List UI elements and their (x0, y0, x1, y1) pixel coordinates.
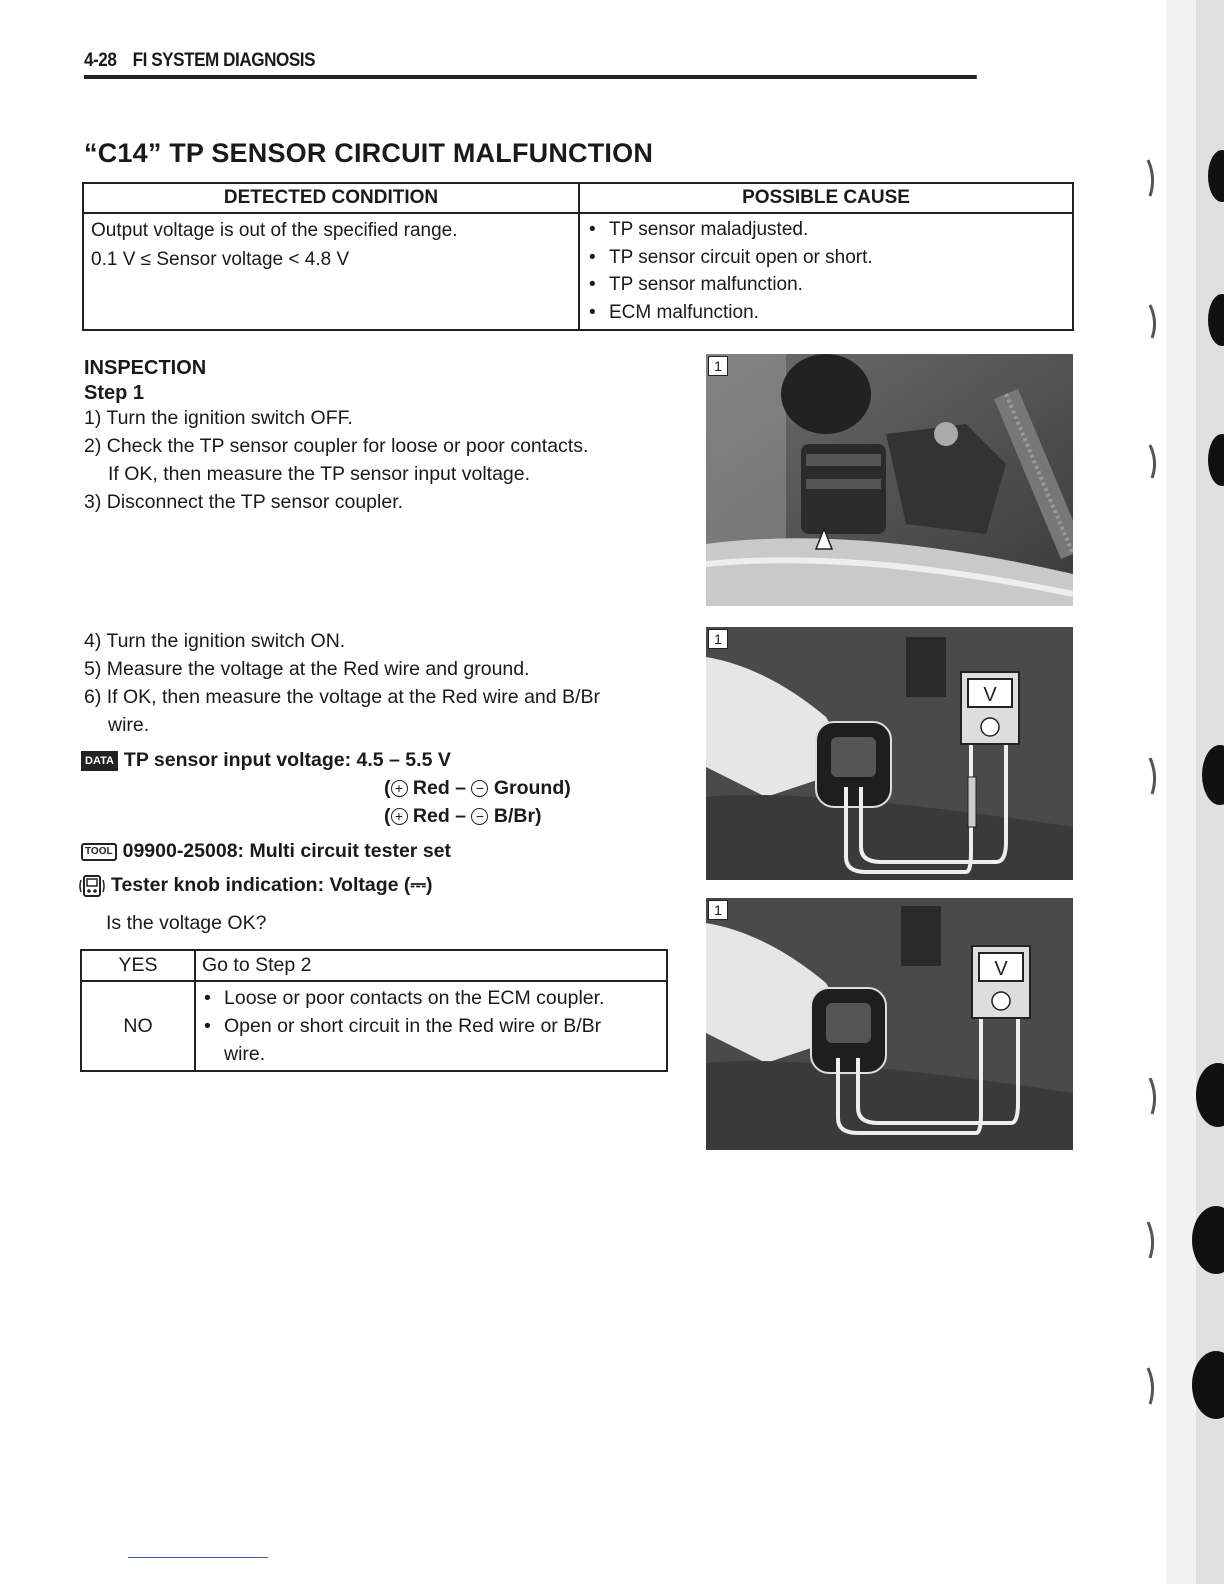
page-title: “C14” TP SENSOR CIRCUIT MALFUNCTION (84, 138, 654, 168)
yes-label: YES (81, 950, 195, 981)
knob-line (79, 874, 432, 898)
condition-text: 0.1 V ≤ Sensor voltage < 4.8 V (91, 249, 350, 270)
step-item: 3) Disconnect the TP sensor coupler. (84, 491, 404, 513)
measure-bbr-photo-image (706, 898, 1073, 1150)
step-item: 6) If OK, then measure the voltage at the Red wire and B/Br (84, 686, 600, 708)
question: Is the voltage OK? (106, 912, 267, 934)
minus-icon: − (471, 808, 488, 825)
no-item: • Open or short circuit in the Red wire or B/Br (202, 1012, 660, 1040)
photo-label: 1 (708, 629, 728, 649)
minus-icon: − (471, 780, 488, 797)
tool-icon: TOOL (81, 843, 117, 861)
page-header (84, 50, 977, 79)
spec-label: TP sensor input voltage: 4.5 – 5.5 V (123, 749, 451, 771)
meter-label: V (983, 684, 997, 706)
tp-sensor-photo-image (706, 354, 1073, 606)
step-item: 2) Check the TP sensor coupler for loose or poor contacts. (84, 435, 589, 457)
plus-icon: + (391, 780, 408, 797)
step-item: 1) Turn the ignition switch OFF. (84, 407, 353, 429)
step-item: If OK, then measure the TP sensor input voltage. (108, 463, 531, 485)
step-heading: Step 1 (84, 382, 145, 404)
cause-item: • TP sensor circuit open or short. (587, 244, 1065, 272)
inspection-heading: INSPECTION (84, 357, 207, 379)
cause-item: • TP sensor maladjusted. (587, 216, 1065, 244)
spec-polarity-2: ( + Red – − B/Br) (384, 805, 542, 827)
spec-line (81, 749, 451, 772)
possible-cause-header: POSSIBLE CAUSE (579, 183, 1073, 213)
measure-ground-photo-image (706, 627, 1073, 880)
photo-label: 1 (708, 356, 728, 376)
step-item: wire. (108, 714, 150, 736)
yes-text: Go to Step 2 (195, 950, 667, 981)
condition-text: Output voltage is out of the specified range. (91, 220, 458, 241)
photo-tp-sensor (706, 354, 1073, 606)
photo-label: 1 (708, 900, 728, 920)
no-cell (195, 981, 667, 1071)
meter-label: V (994, 958, 1008, 980)
no-label: NO (81, 981, 195, 1071)
no-item-cont: wire. (224, 1043, 266, 1065)
tool-line (81, 840, 451, 863)
cause-item: • TP sensor malfunction. (587, 271, 1065, 299)
page-number: 4-28 (84, 50, 117, 71)
spec-polarity-1: ( + Red – − Ground) (384, 777, 571, 799)
knob-text: Tester knob indication: Voltage (⎓) (111, 874, 433, 897)
condition-table (82, 182, 1074, 331)
steps-list-b (84, 627, 600, 739)
section-title: FI SYSTEM DIAGNOSIS (132, 50, 316, 71)
detected-condition-header: DETECTED CONDITION (83, 183, 579, 213)
data-icon: DATA (81, 751, 118, 771)
detected-condition-cell (83, 213, 579, 330)
binder-edge (1136, 0, 1224, 1584)
plus-icon: + (391, 808, 408, 825)
tester-knob-icon (79, 874, 105, 898)
answer-table (80, 949, 668, 1072)
tool-text: 09900-25008: Multi circuit tester set (122, 840, 451, 862)
cause-item: • ECM malfunction. (587, 299, 1065, 327)
step-item: 4) Turn the ignition switch ON. (84, 630, 346, 652)
no-item: • Loose or poor contacts on the ECM coupler. (202, 984, 660, 1012)
possible-cause-cell (579, 213, 1073, 330)
photo-measure-bbr (706, 898, 1073, 1150)
footer-line (128, 1557, 268, 1558)
photo-measure-ground (706, 627, 1073, 880)
steps-list-a (84, 404, 588, 516)
step-item: 5) Measure the voltage at the Red wire and ground. (84, 658, 530, 680)
